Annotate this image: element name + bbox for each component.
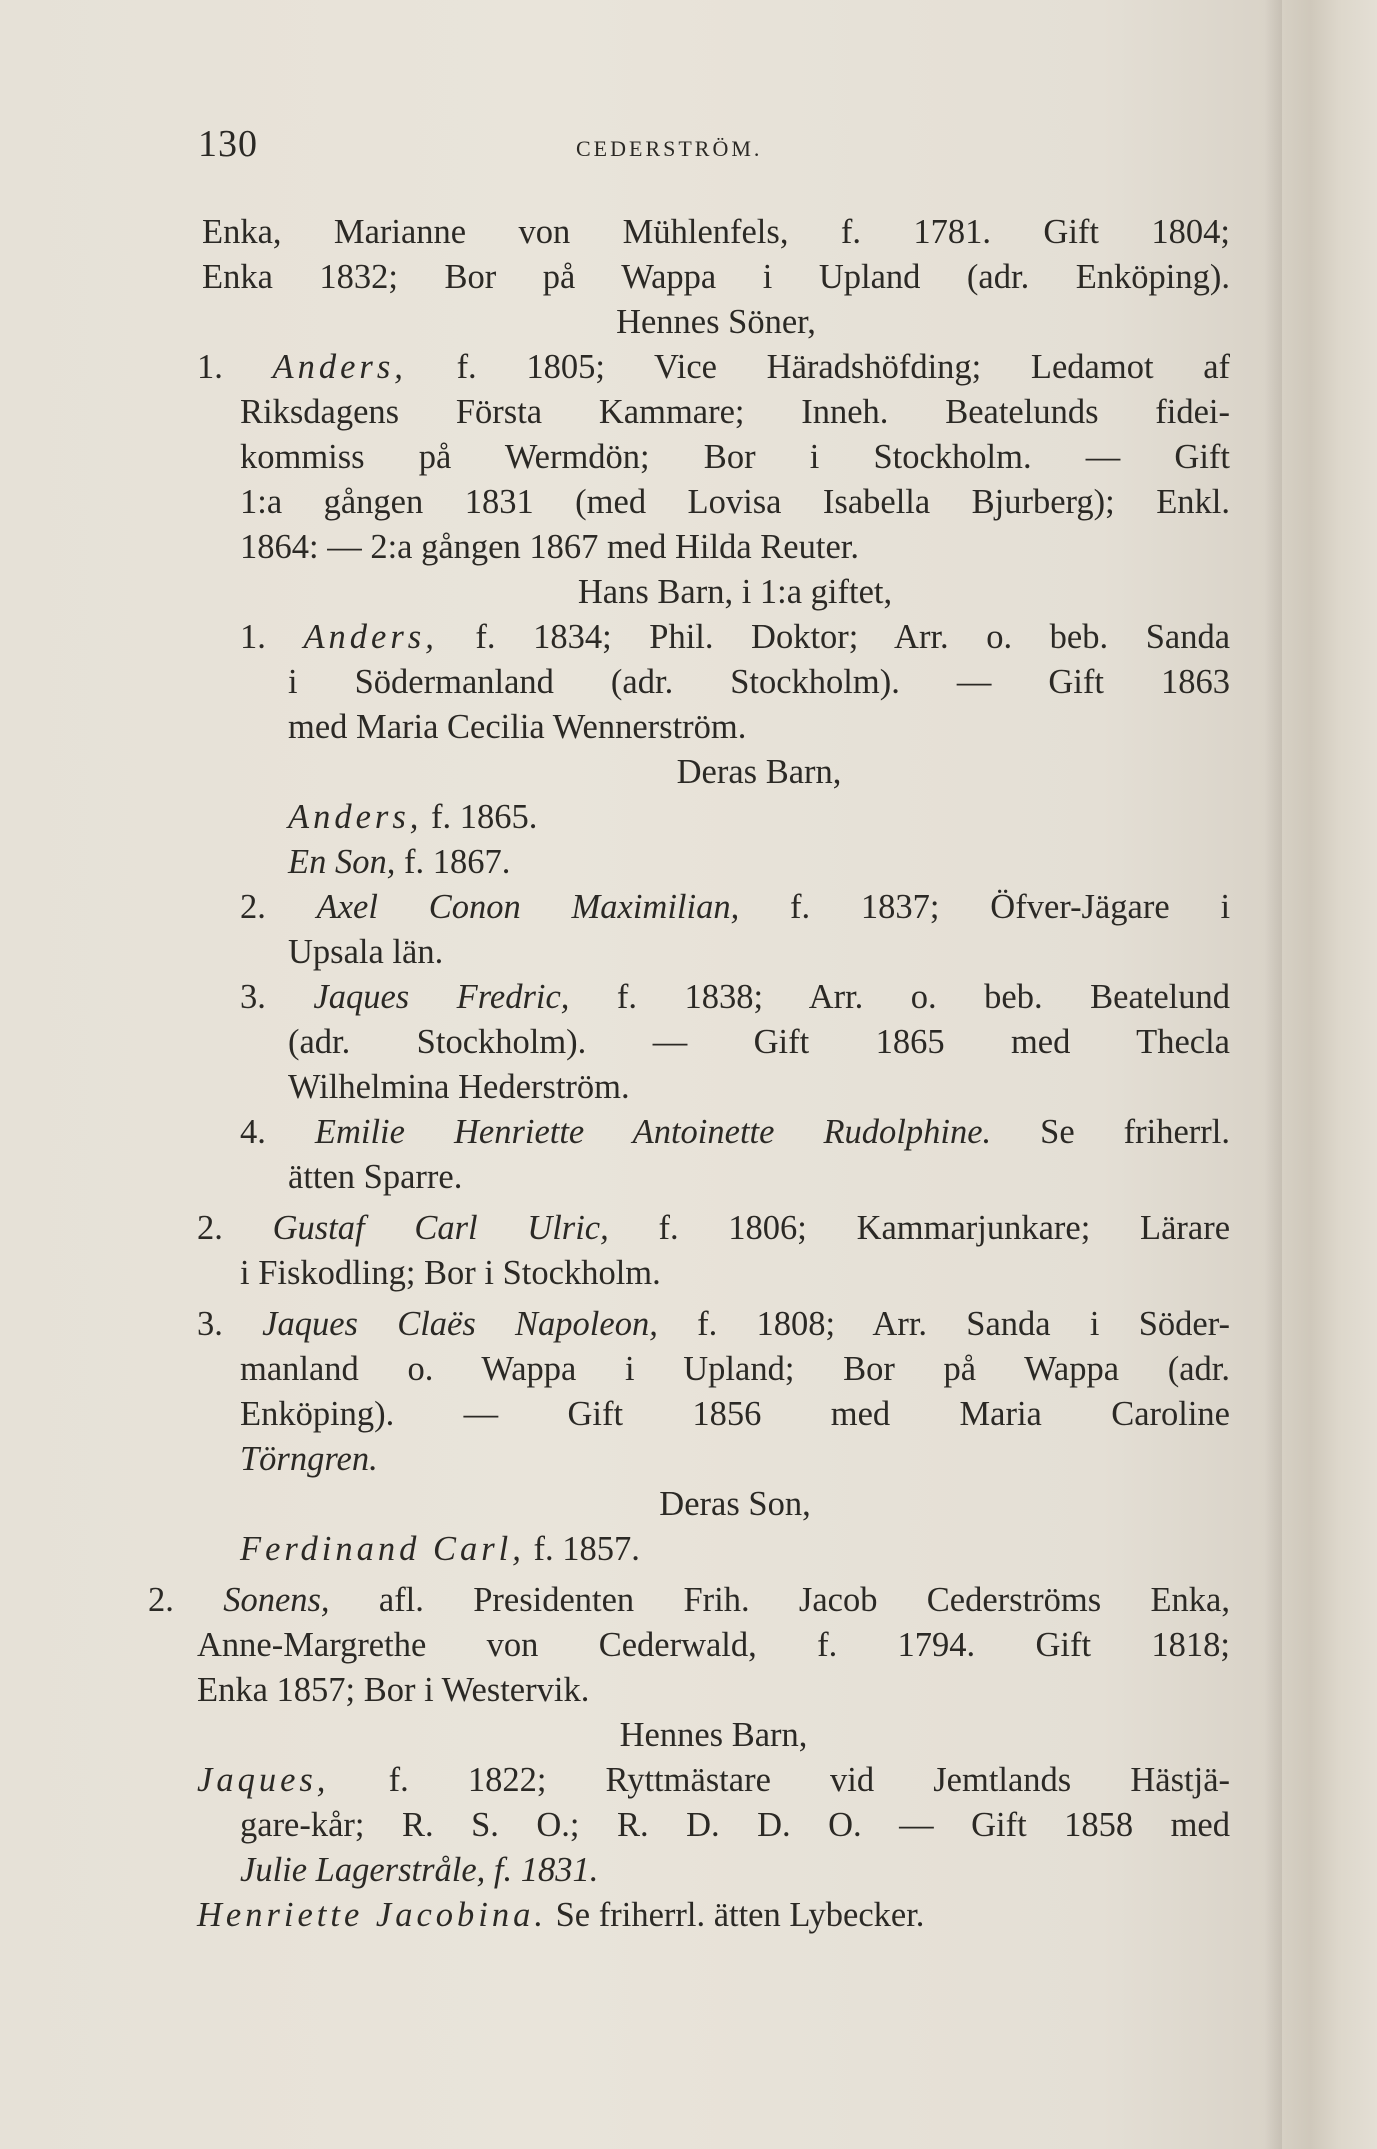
- entry-number: 4.: [240, 1113, 266, 1151]
- entry-line: 4. Emilie Henriette Antoinette Rudolphine. Se friherrl.: [240, 1113, 1230, 1151]
- text-line: 1864: — 2:a gången 1867 med Hilda Reuter.: [240, 528, 859, 566]
- entry-line: 1. Anders, f. 1834; Phil. Doktor; Arr. o. beb. Sanda: [240, 618, 1230, 656]
- person-name: En Son,: [288, 843, 396, 881]
- person-name: Anders,: [303, 618, 438, 656]
- entry-number: 2.: [148, 1581, 174, 1619]
- entry-line: 2. Axel Conon Maximilian, f. 1837; Öfver-Jägare i: [240, 888, 1230, 926]
- text-line: Törngren.: [240, 1440, 378, 1478]
- person-name: Ferdinand Carl,: [240, 1530, 525, 1568]
- text-line: Enka, Marianne von Mühlenfels, f. 1781. Gift 1804;: [202, 213, 1230, 251]
- text-line: 1:a gången 1831 (med Lovisa Isabella Bjurberg); Enkl.: [240, 483, 1230, 521]
- entry-number: 3.: [197, 1305, 223, 1343]
- text-line: Wilhelmina Hederström.: [288, 1068, 630, 1106]
- person-name: Emilie Henriette Antoinette Rudolphine.: [314, 1113, 992, 1151]
- text-line: i Fiskodling; Bor i Stockholm.: [240, 1254, 661, 1292]
- person-name: Jaques,: [197, 1761, 330, 1799]
- text-line: manland o. Wappa i Upland; Bor på Wappa (adr.: [240, 1350, 1230, 1388]
- entry-number: 2.: [197, 1209, 223, 1247]
- page-body: [140, 210, 1230, 1938]
- person-name: Sonens,: [223, 1581, 330, 1619]
- text-line: i Södermanland (adr. Stockholm). — Gift 1863: [288, 663, 1230, 701]
- text-line: Enka 1832; Bor på Wappa i Upland (adr. Enköping).: [202, 258, 1230, 296]
- entry-number: 3.: [240, 978, 266, 1016]
- section-heading: Hennes Söner,: [616, 303, 816, 341]
- entry-number: 1.: [240, 618, 266, 656]
- entry-line: 2. Gustaf Carl Ulric, f. 1806; Kammarjunkare; Lärare: [197, 1209, 1230, 1247]
- entry-line: 1. Anders, f. 1805; Vice Häradshöfding; Ledamot af: [197, 348, 1230, 386]
- entry-line: 2. Sonens, afl. Presidenten Frih. Jacob Cederströms Enka,: [148, 1581, 1230, 1619]
- text-line: gare-kår; R. S. O.; R. D. D. O. — Gift 1858 med: [240, 1806, 1230, 1844]
- entry-line: 3. Jaques Fredric, f. 1838; Arr. o. beb. Beatelund: [240, 978, 1230, 1016]
- entry-line: Jaques, f. 1822; Ryttmästare vid Jemtlands Hästjä-: [197, 1761, 1230, 1799]
- text-line: (adr. Stockholm). — Gift 1865 med Thecla: [288, 1023, 1230, 1061]
- entry-line: Anders, f. 1865.: [288, 798, 538, 836]
- person-name: Henriette Jacobina.: [197, 1896, 547, 1934]
- text-line: Riksdagens Första Kammare; Inneh. Beatelunds fidei-: [240, 393, 1230, 431]
- section-heading: Deras Barn,: [676, 753, 842, 791]
- text-line: Julie Lagerstråle, f. 1831.: [240, 1851, 599, 1889]
- page-edge-shadow: [1264, 0, 1282, 2149]
- text-line: Anne-Margrethe von Cederwald, f. 1794. Gift 1818;: [197, 1626, 1230, 1664]
- text-line: Upsala län.: [288, 933, 444, 971]
- person-name: Anders,: [288, 798, 423, 836]
- text-line: med Maria Cecilia Wennerström.: [288, 708, 747, 746]
- text-line: kommiss på Wermdön; Bor i Stockholm. — Gift: [240, 438, 1230, 476]
- entry-line: 3. Jaques Claës Napoleon, f. 1808; Arr. Sanda i Söder-: [197, 1305, 1230, 1343]
- entry-number: 1.: [197, 348, 223, 386]
- section-heading: Hennes Barn,: [619, 1716, 808, 1754]
- text-line: Enka 1857; Bor i Westervik.: [197, 1671, 590, 1709]
- running-head: CEDERSTRÖM.: [576, 136, 763, 161]
- person-name: Axel Conon Maximilian,: [316, 888, 740, 926]
- page-gutter: [1282, 0, 1377, 2149]
- section-heading: Hans Barn, i 1:a giftet,: [577, 573, 893, 611]
- section-heading: Deras Son,: [659, 1485, 811, 1523]
- person-name: Anders,: [272, 348, 407, 386]
- entry-line: Henriette Jacobina. Se friherrl. ätten Lybecker.: [197, 1896, 925, 1934]
- person-name: Jaques Claës Napoleon,: [262, 1305, 658, 1343]
- entry-line: En Son, f. 1867.: [288, 843, 511, 881]
- entry-number: 2.: [240, 888, 266, 926]
- entry-line: Ferdinand Carl, f. 1857.: [240, 1530, 640, 1568]
- text-line: ätten Sparre.: [288, 1158, 463, 1196]
- text-line: Enköping). — Gift 1856 med Maria Caroline: [240, 1395, 1230, 1433]
- page-header: [198, 122, 1228, 172]
- page-number: 130: [198, 123, 258, 165]
- person-name: Gustaf Carl Ulric,: [272, 1209, 609, 1247]
- person-name: Jaques Fredric,: [313, 978, 570, 1016]
